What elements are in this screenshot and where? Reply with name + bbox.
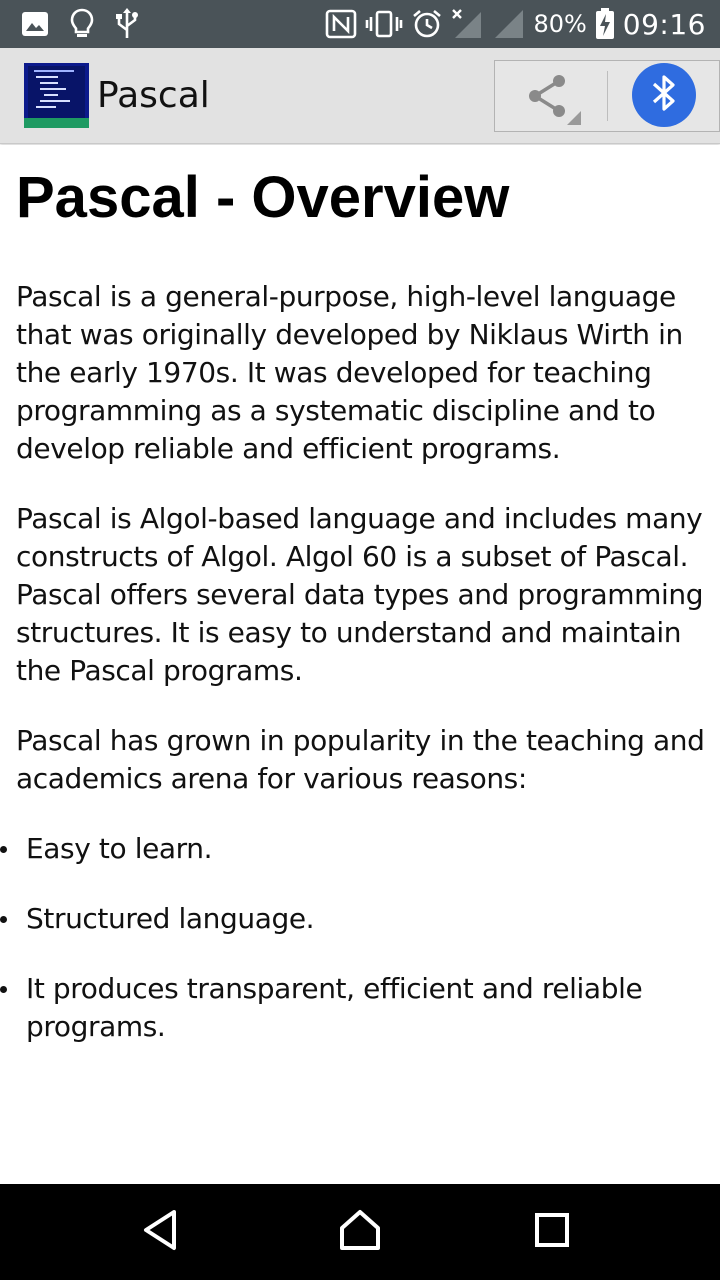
bullet-icon [0,986,7,993]
back-icon [140,1208,180,1256]
vibrate-icon [365,8,403,40]
back-button[interactable] [136,1208,184,1256]
bluetooth-icon [649,73,679,117]
share-divider [607,71,608,121]
list-item-text: Easy to learn. [26,832,213,865]
signal-x-icon [451,8,485,40]
battery-charging-icon [595,8,615,40]
list-item-text: It produces transparent, efficient and reliable programs. [26,972,643,1043]
app-bar [0,48,720,144]
home-button[interactable] [336,1208,384,1256]
nfc-icon [325,8,357,40]
recents-icon [534,1212,570,1252]
home-icon [338,1208,382,1256]
bullet-icon [0,846,7,853]
share-dropdown-corner [567,111,581,125]
usb-icon [114,8,140,40]
list-item [26,830,711,868]
app-title: Pascal [97,75,210,116]
recents-button[interactable] [528,1208,576,1256]
alarm-icon [411,8,443,40]
article-content[interactable] [0,145,720,1184]
paragraph-popularity: Pascal has grown in popularity in the teaching and academics arena for various reasons: [16,724,705,795]
list-item [26,970,711,1046]
lightbulb-icon [70,8,94,40]
navigation-bar [0,1184,720,1280]
list-item-text: Structured language. [26,902,315,935]
battery-percent: 80% [533,10,587,38]
app-logo-icon [24,63,89,128]
share-icon [525,73,569,123]
list-item [26,900,711,938]
page-heading: Pascal - Overview [16,165,510,230]
paragraph-intro: Pascal is a general-purpose, high-level language that was originally developed by Niklaus Wirth in the early 1970s. It was developed for teaching programming as a systematic discipline and to develop reliable and efficient programs. [16,280,683,465]
clock: 09:16 [622,7,706,41]
bullet-icon [0,916,7,923]
status-bar [0,0,720,48]
signal-icon [493,8,525,40]
image-icon [20,8,50,40]
bluetooth-button[interactable] [632,63,696,127]
paragraph-algol: Pascal is Algol-based language and includes many constructs of Algol. Algol 60 is a subset of Pascal. Pascal offers several data types and programming structures. It is easy to understand and maintain the Pascal programs. [16,502,704,687]
